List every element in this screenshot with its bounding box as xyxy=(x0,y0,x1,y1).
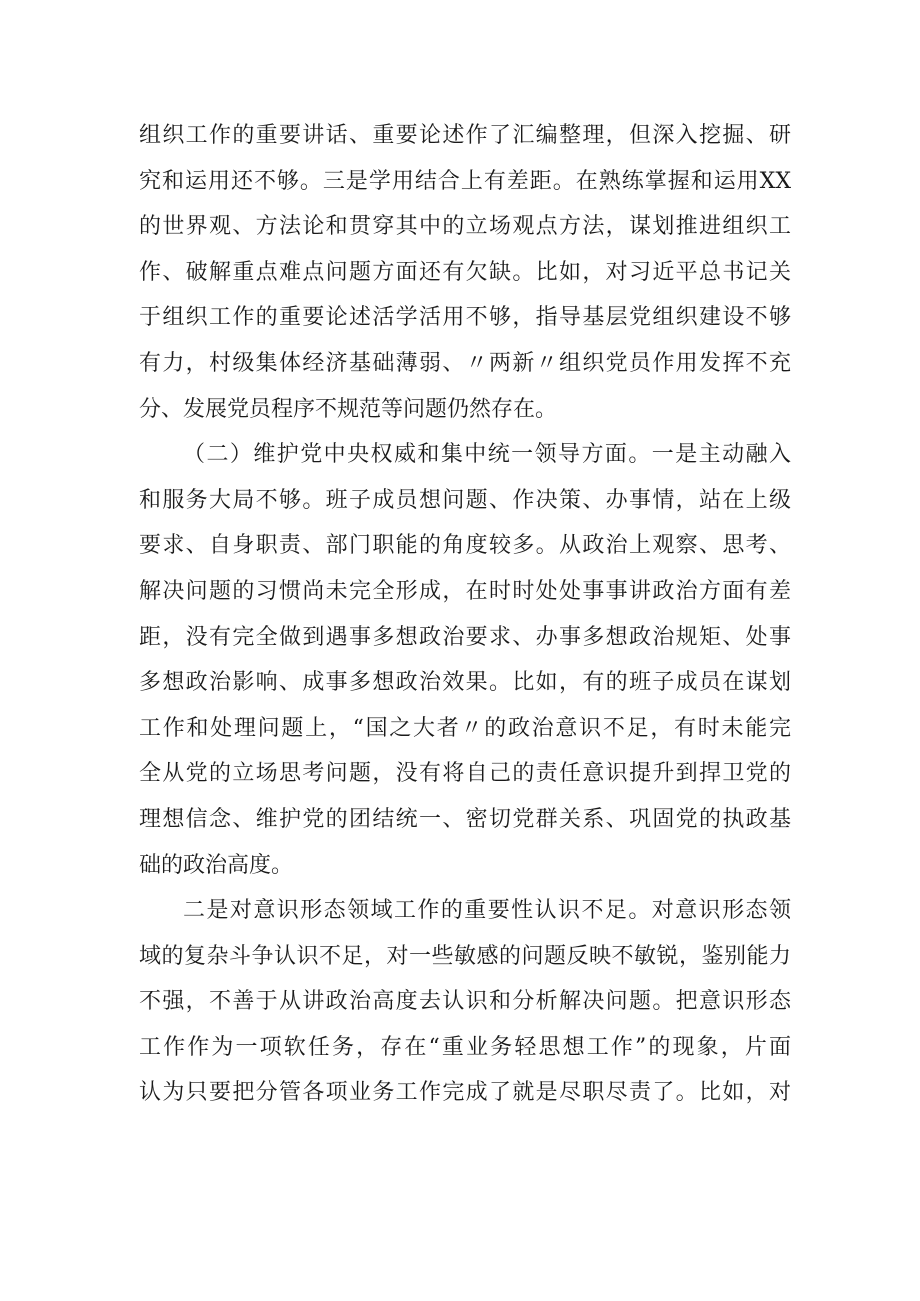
text-line: 距，没有完全做到遇事多想政治要求、办事多想政治规矩、处事 xyxy=(139,624,791,650)
text-line: 多想政治影响、成事多想政治效果。比如，有的班子成员在谋划 xyxy=(139,670,791,696)
text-line: 要求、自身职责、部门职能的角度较多。从政治上观察、思考、 xyxy=(139,533,791,559)
text-line: 解决问题的习惯尚未完全形成，在时时处处事事讲政治方面有差 xyxy=(139,578,791,604)
text-line: 组织工作的重要讲话、重要论述作了汇编整理，但深入挖掘、研 xyxy=(139,123,791,148)
text-line: 究和运用还不够。三是学用结合上有差距。在熟练掌握和运用XX xyxy=(139,168,791,194)
text-line: 和服务大局不够。班子成员想问题、作决策、办事情，站在上级 xyxy=(139,487,791,513)
text-line: 作、破解重点难点问题方面还有欠缺。比如，对习近平总书记关 xyxy=(139,259,791,285)
text-line: 的世界观、方法论和贯穿其中的立场观点方法，谋划推进组织工 xyxy=(139,214,791,240)
paragraph-continuation xyxy=(139,113,791,432)
text-line: 域的复杂斗争认识不足，对一些敏感的问题反映不敏锐，鉴别能力 xyxy=(139,943,791,969)
text-line: （二）维护党中央权威和集中统一领导方面。一是主动融入 xyxy=(183,442,791,468)
text-line: 全从党的立场思考问题，没有将自己的责任意识提升到捍卫党的 xyxy=(139,761,791,787)
text-line: 分、发展党员程序不规范等问题仍然存在。 xyxy=(139,396,558,422)
paragraph-point-two xyxy=(139,888,791,1116)
text-line: 认为只要把分管各项业务工作完成了就是尽职尽责了。比如，对 xyxy=(139,1080,791,1106)
text-line: 理想信念、维护党的团结统一、密切党群关系、巩固党的执政基 xyxy=(139,806,791,832)
text-line: 有力，村级集体经济基础薄弱、〃两新〃组织党员作用发挥不充 xyxy=(139,350,791,376)
paragraph-section-two xyxy=(139,432,791,888)
text-line: 二是对意识形态领域工作的重要性认识不足。对意识形态领 xyxy=(183,898,791,924)
text-line: 础的政治高度。 xyxy=(139,852,294,878)
text-line: 不强，不善于从讲政治高度去认识和分析解决问题。把意识形态 xyxy=(139,989,791,1015)
body-text xyxy=(139,113,791,1116)
text-line: 工作和处理问题上，“国之大者〃的政治意识不足，有时未能完 xyxy=(139,715,791,741)
text-line: 工作作为一项软任务，存在“重业务轻思想工作”的现象，片面 xyxy=(139,1034,791,1060)
text-line: 于组织工作的重要论述活学活用不够，指导基层党组织建设不够 xyxy=(139,305,791,331)
